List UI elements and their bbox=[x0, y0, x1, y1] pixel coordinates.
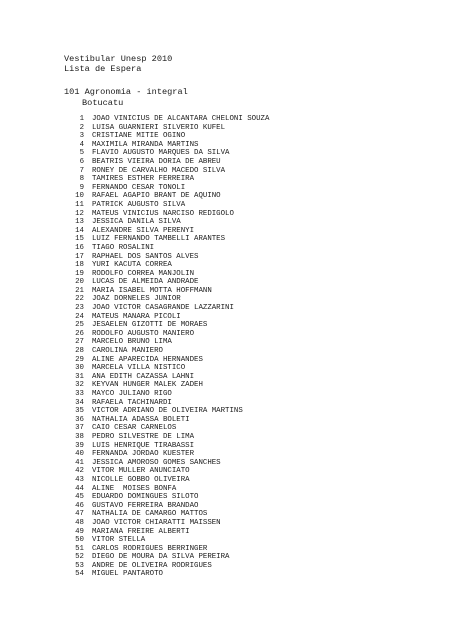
list-item bbox=[60, 278, 420, 287]
list-item-number: 34 bbox=[75, 398, 84, 407]
list-item-number: 54 bbox=[75, 570, 84, 579]
list-item-name: RAFAEL AGAPIO BRANT DE AQUINO bbox=[92, 192, 221, 201]
list-item bbox=[60, 485, 420, 494]
list-item bbox=[60, 149, 420, 158]
list-item bbox=[60, 399, 420, 408]
list-item-name: LUIZ FERNANDO TAMBELLI ARANTES bbox=[92, 235, 226, 244]
list-item-name: VICTOR ADRIANO DE OLIVEIRA MARTINS bbox=[92, 407, 243, 416]
list-item-number: 12 bbox=[75, 209, 84, 218]
list-item-number: 9 bbox=[79, 183, 84, 192]
list-item-name: NICOLLE GOBBO OLIVEIRA bbox=[92, 475, 190, 484]
list-item bbox=[60, 356, 420, 365]
list-item-number: 20 bbox=[75, 278, 84, 287]
list-item bbox=[60, 261, 420, 270]
list-item-name: TAMIRES ESTHER FERREIRA bbox=[92, 175, 195, 184]
list-item-name: LUISA GUARNIERI SILVERIO KUFEL bbox=[92, 123, 226, 132]
list-item-name: CARLOS RODRIGUES BERRINGER bbox=[92, 544, 208, 553]
list-item-number: 39 bbox=[75, 441, 84, 450]
list-item bbox=[60, 295, 420, 304]
list-item bbox=[60, 141, 420, 150]
list-item-name: ALINE APARECIDA HERNANDES bbox=[92, 355, 203, 364]
list-item bbox=[60, 493, 420, 502]
list-item bbox=[60, 570, 420, 579]
list-item-number: 26 bbox=[75, 329, 84, 338]
list-item-name: MARIA ISABEL MOTTA HOFFMANN bbox=[92, 286, 212, 295]
list-item bbox=[60, 175, 420, 184]
list-item-number: 53 bbox=[75, 561, 84, 570]
list-item-name: PATRICK AUGUSTO SILVA bbox=[92, 200, 186, 209]
list-item-name: MATEUS VINICIUS NARCISO REDIGOLO bbox=[92, 209, 234, 218]
list-item bbox=[60, 390, 420, 399]
list-item-number: 5 bbox=[79, 149, 84, 158]
list-item-name: MARCELA VILLA NISTICO bbox=[92, 364, 186, 373]
list-item bbox=[60, 210, 420, 219]
list-item-name: CAIO CESAR CARNELOS bbox=[92, 424, 177, 433]
list-item bbox=[60, 364, 420, 373]
list-item-number: 50 bbox=[75, 536, 84, 545]
list-item bbox=[60, 124, 420, 133]
list-item-name: ALINE MOISES BONFA bbox=[92, 484, 177, 493]
campus-heading: Botucatu bbox=[82, 98, 124, 108]
list-item-name: JOAZ DORNELES JUNIOR bbox=[92, 295, 181, 304]
list-item-number: 46 bbox=[75, 501, 84, 510]
list-item bbox=[60, 381, 420, 390]
list-item-number: 35 bbox=[75, 407, 84, 416]
list-item bbox=[60, 373, 420, 382]
list-item-name: MARCELO BRUNO LIMA bbox=[92, 338, 172, 347]
list-item bbox=[60, 467, 420, 476]
list-item bbox=[60, 528, 420, 537]
list-item bbox=[60, 321, 420, 330]
list-item-name: JESSICA AMOROSO GOMES SANCHES bbox=[92, 458, 221, 467]
list-item-name: PEDRO SILVESTRE DE LIMA bbox=[92, 432, 195, 441]
list-item-name: ANDRE DE OLIVEIRA RODRIGUES bbox=[92, 561, 212, 570]
list-item bbox=[60, 433, 420, 442]
list-item-number: 40 bbox=[75, 450, 84, 459]
list-item-number: 25 bbox=[75, 321, 84, 330]
list-item bbox=[60, 476, 420, 485]
list-item-name: RAFAELA TACHINARDI bbox=[92, 398, 172, 407]
list-item-name: JOAO VINICIUS DE ALCANTARA CHELONI SOUZA bbox=[92, 115, 270, 123]
list-item-name: VITOR MULLER ANUNCIATO bbox=[92, 467, 190, 476]
list-item-number: 41 bbox=[75, 458, 84, 467]
list-item bbox=[60, 510, 420, 519]
list-item-number: 33 bbox=[75, 390, 84, 398]
list-item-name: MAXIMILA MIRANDA MARTINS bbox=[92, 140, 199, 149]
list-item-name: RODOLFO AUGUSTO MANIERO bbox=[92, 329, 195, 338]
list-item-name: RONEY DE CARVALHO MACEDO SILVA bbox=[92, 166, 226, 175]
list-item bbox=[60, 545, 420, 554]
list-item-number: 15 bbox=[75, 235, 84, 244]
list-item bbox=[60, 218, 420, 227]
list-item-number: 37 bbox=[75, 424, 84, 433]
list-item bbox=[60, 192, 420, 201]
list-item-name: TIAGO ROSALINI bbox=[92, 243, 155, 252]
list-item-name: RAPHAEL DOS SANTOS ALVES bbox=[92, 252, 199, 261]
list-item-number: 30 bbox=[75, 364, 84, 373]
list-item bbox=[60, 167, 420, 176]
list-item-number: 27 bbox=[75, 338, 84, 347]
list-item-name: JOAO VICTOR CHIARATTI MAISSEN bbox=[92, 518, 221, 527]
list-item-number: 1 bbox=[79, 115, 84, 123]
list-item bbox=[60, 553, 420, 562]
list-item-number: 48 bbox=[75, 518, 84, 527]
list-item-name: LUIS HENRIQUE TIRABASSI bbox=[92, 441, 195, 450]
list-item bbox=[60, 244, 420, 253]
list-item-number: 24 bbox=[75, 312, 84, 321]
list-item-name: JESAELEN GIZOTTI DE MORAES bbox=[92, 321, 208, 330]
list-item-number: 16 bbox=[75, 243, 84, 252]
list-item-number: 13 bbox=[75, 218, 84, 227]
list-item-name: JOAO VICTOR CASAGRANDE LAZZARINI bbox=[92, 304, 234, 313]
list-item-number: 18 bbox=[75, 261, 84, 270]
list-item bbox=[60, 347, 420, 356]
list-item-number: 6 bbox=[79, 157, 84, 166]
document-title: Vestibular Unesp 2010 bbox=[64, 54, 173, 64]
list-item bbox=[60, 201, 420, 210]
list-item bbox=[60, 502, 420, 511]
list-item bbox=[60, 450, 420, 459]
list-item-number: 23 bbox=[75, 304, 84, 313]
list-item-number: 32 bbox=[75, 381, 84, 390]
list-item-number: 45 bbox=[75, 493, 84, 502]
list-item-number: 28 bbox=[75, 347, 84, 356]
list-item-name: JESSICA DANILA SILVA bbox=[92, 218, 181, 227]
list-item-name: NATHALIA DE CAMARGO MATTOS bbox=[92, 510, 208, 519]
list-item-name: FLAVIO AUGUSTO MARQUES DA SILVA bbox=[92, 149, 230, 158]
list-item bbox=[60, 184, 420, 193]
list-item-number: 51 bbox=[75, 544, 84, 553]
list-item-number: 42 bbox=[75, 467, 84, 476]
list-item-number: 31 bbox=[75, 372, 84, 381]
list-item-number: 19 bbox=[75, 269, 84, 278]
list-item-name: CRISTIANE MITIE OGINO bbox=[92, 132, 186, 141]
document-subtitle: Lista de Espera bbox=[64, 64, 142, 74]
list-item-number: 44 bbox=[75, 484, 84, 493]
list-item-name: KEYVAN HUNGER MALEK ZADEH bbox=[92, 381, 203, 390]
list-item bbox=[60, 407, 420, 416]
list-item bbox=[60, 536, 420, 545]
list-item-name: MIGUEL PANTAROTO bbox=[92, 570, 163, 579]
waiting-list bbox=[60, 115, 420, 579]
list-item-number: 49 bbox=[75, 527, 84, 536]
list-item-name: ANA EDITH CAZASSA LAHNI bbox=[92, 372, 195, 381]
list-item-number: 17 bbox=[75, 252, 84, 261]
list-item-name: GUSTAVO FERREIRA BRANDAO bbox=[92, 501, 199, 510]
list-item-name: FERNANDA JORDAO KUESTER bbox=[92, 450, 195, 459]
list-item-number: 14 bbox=[75, 226, 84, 235]
list-item bbox=[60, 313, 420, 322]
course-heading: 101 Agronomia - integral bbox=[64, 87, 188, 97]
list-item-number: 21 bbox=[75, 286, 84, 295]
list-item-number: 38 bbox=[75, 432, 84, 441]
list-item-name: MATEUS MANARA PICOLI bbox=[92, 312, 181, 321]
list-item-name: MAYCO JULIANO RIGO bbox=[92, 390, 172, 398]
list-item bbox=[60, 115, 420, 124]
list-item-name: CAROLINA MANIERO bbox=[92, 347, 163, 356]
list-item-name: FERNANDO CESAR TONOLI bbox=[92, 183, 186, 192]
list-item-name: NATHALIA ADASSA BOLETI bbox=[92, 415, 190, 424]
list-item-number: 7 bbox=[79, 166, 84, 175]
list-item-name: MARIANA FREIRE ALBERTI bbox=[92, 527, 190, 536]
list-item-name: YURI KACUTA CORREA bbox=[92, 261, 172, 270]
list-item-name: ALEXANDRE SILVA PERENYI bbox=[92, 226, 195, 235]
list-item bbox=[60, 270, 420, 279]
list-item-number: 36 bbox=[75, 415, 84, 424]
list-item-number: 43 bbox=[75, 475, 84, 484]
list-item bbox=[60, 416, 420, 425]
list-item-number: 8 bbox=[79, 175, 84, 184]
list-item-number: 4 bbox=[79, 140, 84, 149]
list-item-name: EDUARDO DOMINGUES SILOTO bbox=[92, 493, 199, 502]
list-item-number: 47 bbox=[75, 510, 84, 519]
list-item bbox=[60, 253, 420, 262]
list-item bbox=[60, 158, 420, 167]
list-item bbox=[60, 519, 420, 528]
list-item bbox=[60, 338, 420, 347]
list-item-name: VITOR STELLA bbox=[92, 536, 146, 545]
list-item-number: 2 bbox=[79, 123, 84, 132]
list-item bbox=[60, 424, 420, 433]
list-item-number: 11 bbox=[75, 200, 84, 209]
list-item bbox=[60, 459, 420, 468]
list-item-number: 52 bbox=[75, 553, 84, 562]
list-item-number: 3 bbox=[79, 132, 84, 141]
list-item bbox=[60, 235, 420, 244]
list-item-number: 29 bbox=[75, 355, 84, 364]
list-item-number: 22 bbox=[75, 295, 84, 304]
list-item bbox=[60, 227, 420, 236]
list-item bbox=[60, 132, 420, 141]
list-item-name: BEATRIS VIEIRA DORIA DE ABREU bbox=[92, 157, 221, 166]
list-item-number: 10 bbox=[75, 192, 84, 201]
list-item bbox=[60, 562, 420, 571]
list-item bbox=[60, 330, 420, 339]
list-item bbox=[60, 442, 420, 451]
list-item bbox=[60, 304, 420, 313]
list-item bbox=[60, 287, 420, 296]
list-item-name: RODOLFO CORREA MANJOLIN bbox=[92, 269, 195, 278]
list-item-name: LUCAS DE ALMEIDA ANDRADE bbox=[92, 278, 199, 287]
list-item-name: DIEGO DE MOURA DA SILVA PEREIRA bbox=[92, 553, 230, 562]
